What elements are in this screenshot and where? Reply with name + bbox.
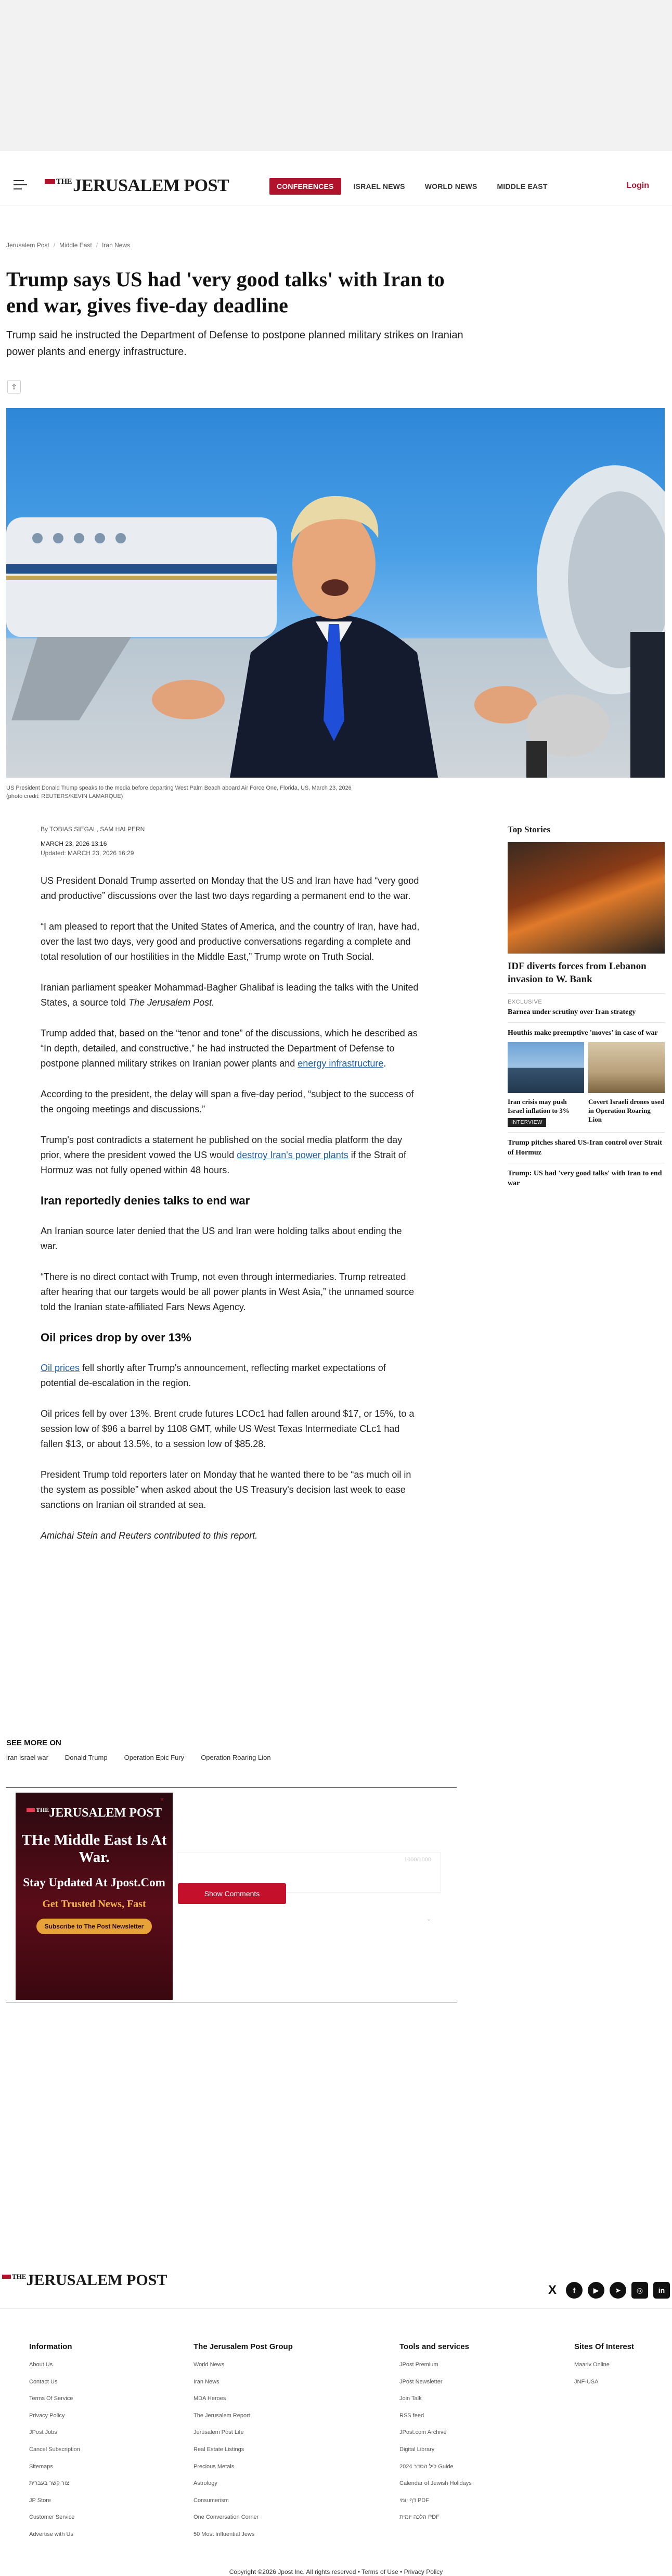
main-nav [269, 178, 555, 195]
site-header [0, 164, 672, 206]
story-image[interactable] [588, 1042, 665, 1093]
logo-the: THE [12, 2273, 27, 2280]
footer-col-sites [574, 2342, 634, 2394]
footer-col-group [193, 2342, 293, 2547]
top-stories-sidebar [508, 824, 665, 1188]
destroy-power-plants-link[interactable]: destroy Iran's power plants [237, 1150, 348, 1160]
tag-link[interactable]: iran israel war [6, 1754, 48, 1761]
divider [508, 1132, 665, 1133]
footer-link[interactable]: Consumerism [193, 2497, 229, 2504]
copyright-text: Copyright ©2026 Jpost Inc. All rights reserved • Terms of Use • Privacy Policy [229, 2568, 443, 2575]
tag-list [6, 1754, 271, 1761]
social-links [544, 2282, 670, 2299]
comments-area [177, 1793, 457, 2000]
breadcrumb-separator: / [53, 242, 56, 249]
hero-caption [6, 784, 474, 801]
paragraph [41, 1361, 420, 1391]
tag-link[interactable]: Donald Trump [64, 1754, 108, 1761]
aircraft-window [53, 533, 63, 543]
story-link[interactable]: Covert Israeli drones used in Operation Roaring Lion [588, 1098, 665, 1123]
logo-the: THE [35, 1806, 49, 1813]
microphone [526, 741, 547, 778]
hamburger-menu-icon[interactable] [14, 180, 27, 191]
footer-link[interactable]: JNF-USA [574, 2378, 599, 2385]
aircraft-window [115, 533, 126, 543]
footer-link[interactable]: Precious Metals [193, 2463, 235, 2470]
footer-col-title: Information [29, 2342, 72, 2351]
footer-link[interactable]: The Jerusalem Report [193, 2412, 250, 2419]
paragraph [41, 1133, 420, 1178]
story-card[interactable] [508, 1042, 584, 1127]
tag-link[interactable]: Operation Epic Fury [124, 1754, 185, 1761]
footer-link[interactable]: JPost Newsletter [399, 2378, 443, 2385]
paragraph: “There is no direct contact with Trump, not even through intermediaries. Trump retreated after hearing that our targets would be all power plants in West Asia,” the unnamed source told the Iranian state-affiliated Fars News Agency. [41, 1272, 415, 1312]
divider [508, 1022, 665, 1023]
breadcrumb-item[interactable]: Jerusalem Post [6, 242, 49, 249]
story-link[interactable]: Trump: US had 'very good talks' with Iran to end war [508, 1170, 662, 1187]
breadcrumb [6, 242, 130, 249]
see-more-title: SEE MORE ON [6, 1739, 61, 1747]
telegram-icon[interactable]: ➤ [610, 2282, 626, 2299]
footer-link[interactable]: Advertise with Us [29, 2531, 73, 2537]
linkedin-icon[interactable]: in [653, 2282, 670, 2299]
footer-col-information [29, 2342, 80, 2547]
footer-link[interactable]: Astrology [193, 2480, 217, 2487]
footer-link[interactable]: JPost Premium [399, 2362, 438, 2368]
breadcrumb-item[interactable]: Middle East [59, 242, 92, 249]
footer-link[interactable]: Privacy Policy [29, 2412, 65, 2419]
reporter-silhouette [630, 632, 665, 778]
footer-logo-bar [0, 2272, 672, 2309]
photo-credit: (photo credit: REUTERS/KEVIN LAMARQUE) [6, 793, 123, 800]
lead-story-image[interactable] [508, 842, 665, 954]
aircraft-window [74, 533, 84, 543]
figure-left-hand [152, 680, 225, 719]
footer-col-title: Tools and services [399, 2342, 469, 2351]
footer-link[interactable]: צור קשר בעברית [29, 2480, 69, 2487]
footer-link[interactable]: One Conversation Corner [193, 2514, 259, 2521]
promo-headline: THe Middle East Is At War. [21, 1832, 167, 1866]
login-link[interactable]: Login [626, 181, 649, 190]
footer-link[interactable]: JP Store [29, 2497, 51, 2504]
footer-logo[interactable] [2, 2272, 167, 2289]
logo-name: JERUSALEM POST [26, 2272, 167, 2289]
footer-link[interactable]: Terms Of Service [29, 2395, 73, 2402]
footer-link[interactable]: Sitemaps [29, 2463, 53, 2470]
logo-flag [45, 179, 55, 184]
logo-name: JERUSALEM POST [49, 1806, 162, 1820]
section-heading: Oil prices drop by over 13% [41, 1331, 191, 1344]
paragraph: An Iranian source later denied that the US and Iran were holding talks about ending the war. [41, 1226, 402, 1251]
footer-link[interactable]: RSS feed [399, 2412, 424, 2419]
divider [508, 993, 665, 994]
nav-middle-east[interactable]: MIDDLE EAST [497, 182, 548, 191]
footer-col-title: The Jerusalem Post Group [193, 2342, 293, 2351]
footer-link[interactable]: Digital Library [399, 2446, 435, 2453]
show-comments-button[interactable]: Show Comments [178, 1883, 286, 1904]
hero-scene [6, 408, 665, 778]
figure-right-hand [474, 686, 537, 724]
footer-link[interactable]: Customer Service [29, 2514, 75, 2521]
publication-name: The Jerusalem Post. [128, 997, 215, 1008]
breadcrumb-separator: / [96, 242, 98, 249]
top-ad-slot [0, 0, 672, 151]
breadcrumb-item[interactable]: Iran News [102, 242, 131, 249]
subscribe-button[interactable]: Subscribe to The Post Newsletter [36, 1919, 152, 1934]
footer-col-tools [399, 2342, 472, 2530]
footer-link[interactable]: JPost.com Archive [399, 2429, 447, 2436]
nav-world-news[interactable]: WORLD NEWS [424, 182, 477, 191]
byline-authors[interactable]: By TOBIAS SIEGAL, SAM HALPERN [41, 826, 145, 833]
aircraft-window [95, 533, 105, 543]
paragraph [41, 1528, 420, 1543]
paragraph: According to the president, the delay will span a five-day period, “subject to the success of the ongoing meetings and discussions.” [41, 1089, 414, 1114]
article-headline: Trump says US had 'very good talks' with Iran to end war, gives five-day deadline [6, 268, 445, 317]
footer-links [0, 2342, 672, 2561]
paragraph [41, 1026, 420, 1071]
youtube-icon[interactable]: ▶ [588, 2282, 604, 2299]
instagram-icon[interactable]: ◎ [631, 2282, 648, 2299]
oil-prices-link[interactable]: Oil prices [41, 1363, 80, 1373]
aircraft-stripe [6, 564, 277, 574]
footer-link[interactable]: 50 Most Influential Jews [193, 2531, 255, 2537]
footer-link[interactable]: Maariv Online [574, 2362, 610, 2368]
paragraph [41, 980, 420, 1010]
footer-link[interactable]: Join Talk [399, 2395, 422, 2402]
figure-mouth [321, 579, 348, 596]
updated-date: Updated: MARCH 23, 2026 16:29 [41, 849, 134, 857]
paragraph-text: Iranian parliament speaker Mohammad-Bagher Ghalibaf is leading the talks with the United States, a source told [41, 982, 419, 1008]
aircraft-trim [6, 576, 277, 580]
sidebar-title: Top Stories [508, 824, 551, 834]
promo-logo [16, 1806, 173, 1820]
article-body [41, 873, 420, 1559]
x-icon[interactable]: X [548, 2283, 557, 2297]
lead-story-title[interactable]: IDF diverts forces from Lebanon invasion to W. Bank [508, 961, 647, 985]
story-link[interactable]: Barnea under scrutiny over Iran strategy [508, 1008, 636, 1016]
logo-flag [27, 1808, 35, 1812]
paragraph-text: . [383, 1058, 386, 1069]
logo-flag [2, 2275, 11, 2279]
paragraph-text: fell shortly after Trump's announcement, reflecting market expectations of potential de-escalation in the region. [41, 1363, 386, 1388]
nav-israel-news[interactable]: ISRAEL NEWS [353, 182, 405, 191]
newsletter-promo[interactable] [16, 1793, 173, 2000]
story-image[interactable] [508, 1042, 584, 1093]
footer-link[interactable]: Real Estate Listings [193, 2446, 244, 2453]
close-icon[interactable]: × [160, 1796, 164, 1803]
paragraph-text: if the Strait of Hormuz was not fully opened within 48 hours. [41, 1150, 406, 1175]
airstairs [11, 637, 131, 720]
paragraph: “I am pleased to report that the United States of America, and the country of Iran, have had, over the last two days, very good and productive conversations regarding a complete and total resolution of our hostilities in the Middle East,” Trump wrote on Truth Social. [41, 921, 420, 962]
paragraph: US President Donald Trump asserted on Monday that the US and Iran have had “very good and productive” discussions over the last two days regarding a permanent end to the war. [41, 875, 419, 901]
footer-link[interactable]: World News [193, 2362, 225, 2368]
byline [41, 824, 145, 858]
footer-link[interactable]: Cancel Subscription [29, 2446, 80, 2453]
nav-conferences[interactable]: CONFERENCES [269, 178, 341, 195]
footer-link[interactable]: Iran News [193, 2378, 219, 2385]
section-divider [6, 1787, 457, 1788]
article-subhead: Trump said he instructed the Department of Defense to postpone planned military strikes on Iranian power plants and energy infrastructure. [6, 329, 463, 358]
contributors-note: Amichai Stein and Reuters contributed to this report. [41, 1530, 258, 1541]
comment-char-count: 1000/1000 [404, 1857, 431, 1863]
paragraph: President Trump told reporters later on Monday that he wanted there to be “as much oil in the system as possible” when asked about the US Treasury's decision last week to ease sanctions on Iranian oil stranded at sea. [41, 1469, 411, 1510]
story-link[interactable]: Houthis make preemptive 'moves' in case of war [508, 1029, 658, 1037]
paragraph-text: Trump added that, based on the “tenor and tone” of the discussions, which he described as “In depth, detailed, and constructive,” he had instructed the Department of Defense to postpone planned military strikes on Iranian power plants and [41, 1028, 418, 1069]
footer-link[interactable]: Jerusalem Post Life [193, 2429, 244, 2436]
interview-tag: INTERVIEW [508, 1118, 546, 1127]
energy-infrastructure-link[interactable]: energy infrastructure [298, 1058, 384, 1069]
see-more-section [6, 1739, 271, 1761]
hero-image [6, 408, 665, 778]
footer-link[interactable]: Calendar of Jewish Holidays [399, 2480, 472, 2487]
section-heading: Iran reportedly denies talks to end war [41, 1194, 250, 1207]
aircraft-window [32, 533, 43, 543]
story-link[interactable]: Iran crisis may push Israel inflation to 3% [508, 1098, 570, 1114]
footer-link[interactable]: About Us [29, 2362, 53, 2368]
logo-the: THE [56, 177, 72, 186]
paragraph-text: Trump's post contradicts a statement he published on the social media platform the day prior, where the president vowed the US would [41, 1135, 403, 1160]
footer-link[interactable]: הלכה יומית PDF [399, 2514, 440, 2521]
promo-subline: Stay Updated At Jpost.Com [23, 1876, 165, 1889]
logo-name: JERUSALEM POST [73, 176, 229, 195]
facebook-icon[interactable]: f [566, 2282, 583, 2299]
footer-link[interactable]: דף יומי PDF [399, 2497, 429, 2504]
footer-link[interactable]: Contact Us [29, 2378, 58, 2385]
promo-tagline: Get Trusted News, Fast [42, 1898, 146, 1910]
tag-link[interactable]: Operation Roaring Lion [201, 1754, 271, 1761]
exclusive-label: EXCLUSIVE [508, 999, 542, 1005]
footer-link[interactable]: 2024 ליל הסדר Guide [399, 2463, 454, 2470]
caption-text: US President Donald Trump speaks to the media before departing West Palm Beach aboard Air Force One, Florida, US, March 23, 2026 [6, 785, 352, 791]
share-icon[interactable]: ⇪ [7, 380, 21, 394]
paragraph: Oil prices fell by over 13%. Brent crude futures LCOc1 had fallen around $17, or 15%, to a session low of $96 a barrel by 1108 GMT, while US West Texas Intermediate CLc1 had fallen $13, or about 13.5%, to a session low of $85.28. [41, 1408, 415, 1449]
publish-date: MARCH 23, 2026 13:16 [41, 840, 107, 847]
story-pair [508, 1042, 665, 1127]
footer-col-title: Sites Of Interest [574, 2342, 635, 2351]
story-card[interactable] [588, 1042, 665, 1127]
site-logo[interactable] [45, 176, 229, 196]
footer-link[interactable]: MDA Heroes [193, 2395, 226, 2402]
chevron-down-icon[interactable]: ⌄ [427, 1916, 432, 1922]
footer-link[interactable]: JPost Jobs [29, 2429, 57, 2436]
story-link[interactable]: Trump pitches shared US-Iran control over Strait of Hormuz [508, 1139, 662, 1157]
